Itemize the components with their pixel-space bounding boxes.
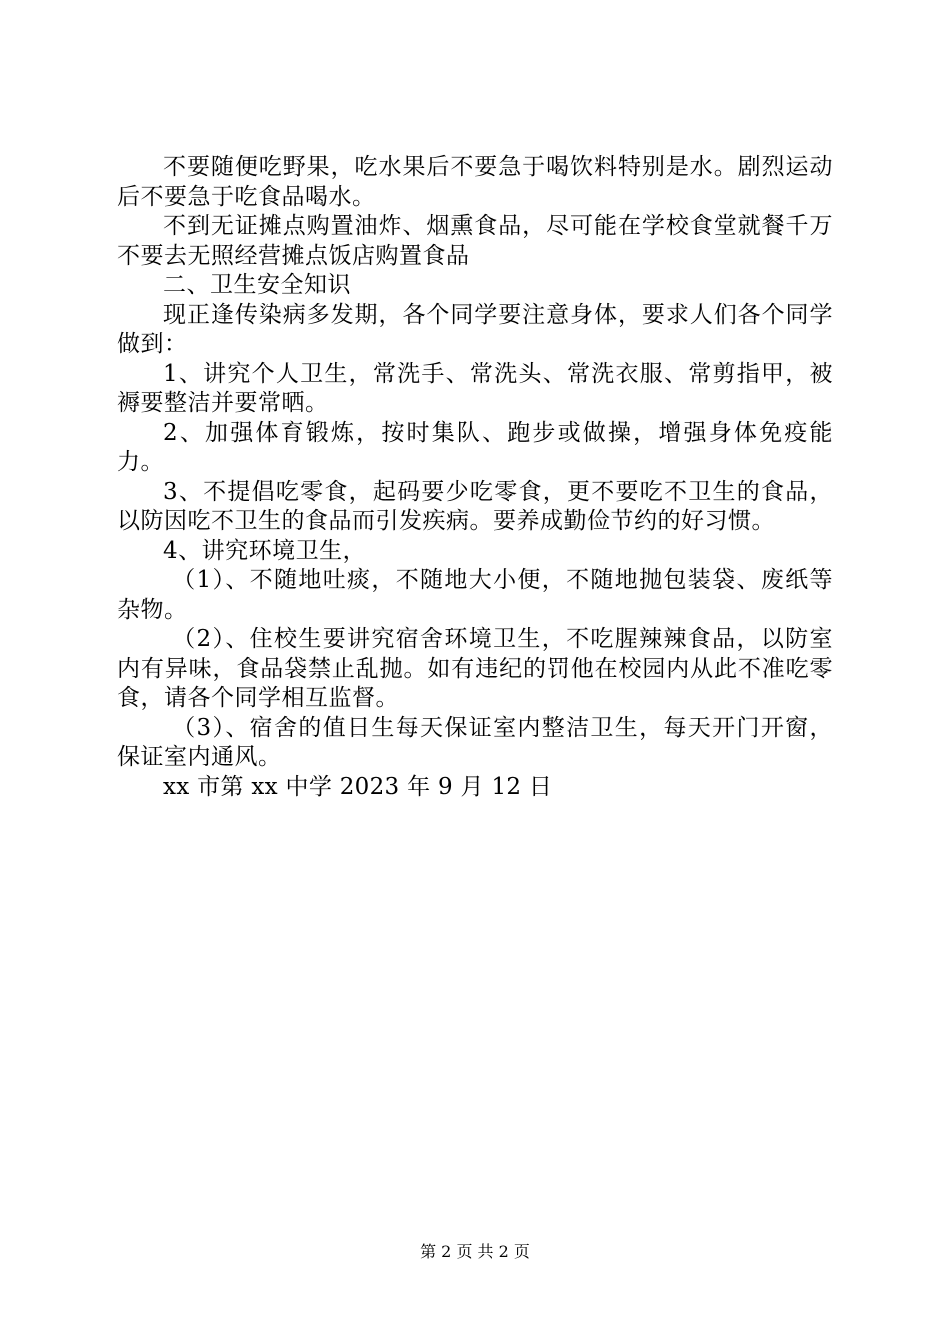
signature-date: xx 市第 xx 中学 2023 年 9 月 12 日	[163, 773, 553, 800]
paragraph-food-stalls: 不到无证摊点购置油炸、烟熏食品，尽可能在学校食堂就餐千万不要去无照经营摊点饭店购置食品	[117, 213, 833, 269]
list-item-4: 4、讲究环境卫生，	[163, 537, 367, 564]
list-item-3: 3、不提倡吃零食，起码要少吃零食，更不要吃不卫生的食品，以防因吃不卫生的食品而引发疾病。要养成勤俭节约的好习惯。	[117, 478, 833, 534]
paragraph-hygiene-intro: 现正逢传染病多发期，各个同学要注意身体，要求人们各个同学做到：	[117, 301, 833, 357]
page-footer	[0, 1242, 950, 1262]
sub-item-2: （2）、住校生要讲究宿舍环境卫生，不吃腥辣辣食品，以防室内有异味，食品袋禁止乱抛。如有违纪的罚他在校园内从此不准吃零食，请各个同学相互监督。	[117, 626, 833, 711]
sub-item-1: （1）、不随地吐痰，不随地大小便，不随地抛包装袋、废纸等杂物。	[117, 567, 833, 623]
list-item-2: 2、加强体育锻炼，按时集队、跑步或做操，增强身体免疫能力。	[117, 419, 833, 475]
page-number: 第 2 页 共 2 页	[420, 1242, 530, 1261]
document-body	[117, 153, 833, 802]
section-heading-hygiene: 二、卫生安全知识	[163, 272, 351, 298]
paragraph-food-fruit: 不要随便吃野果，吃水果后不要急于喝饮料特别是水。剧烈运动后不要急于吃食品喝水。	[117, 154, 833, 210]
sub-item-3: （3）、宿舍的值日生每天保证室内整洁卫生，每天开门开窗，保证室内通风。	[117, 714, 833, 770]
list-item-1: 1、讲究个人卫生，常洗手、常洗头、常洗衣服、常剪指甲，被褥要整洁并要常晒。	[117, 360, 833, 416]
